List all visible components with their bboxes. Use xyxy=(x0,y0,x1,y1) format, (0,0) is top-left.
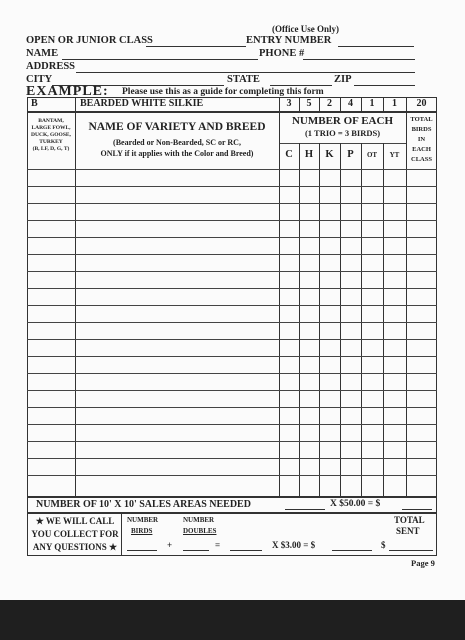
row-line xyxy=(27,424,437,425)
row-line xyxy=(27,475,437,476)
birds-label: BIRDS xyxy=(131,527,153,535)
row-line xyxy=(27,390,437,391)
example-divider xyxy=(75,97,76,112)
example-instruction: Please use this as a guide for completing this form xyxy=(122,87,324,97)
sub-header-ot: OT xyxy=(366,151,378,159)
call-notice-line: ★ WE WILL CALL xyxy=(35,516,115,526)
variety-note-1: (Bearded or Non-Bearded, SC or RC, xyxy=(113,138,241,147)
example-count: 5 xyxy=(306,98,312,109)
total-sent-label-1: TOTAL xyxy=(394,515,425,525)
call-notice-line: ANY QUESTIONS ★ xyxy=(32,542,118,552)
sub-header-h: H xyxy=(304,149,314,160)
address-label: ADDRESS xyxy=(26,61,76,72)
row-line xyxy=(27,339,437,340)
class-field[interactable] xyxy=(146,46,246,47)
row-line xyxy=(27,220,437,221)
address-field[interactable] xyxy=(76,72,415,73)
zip-label: ZIP xyxy=(334,74,352,85)
sales-area-total-field[interactable] xyxy=(402,509,432,510)
footer-divider xyxy=(121,513,122,556)
total-sent-label-2: SENT xyxy=(396,526,420,536)
row-line xyxy=(27,356,437,357)
class-header-line: BANTAM, xyxy=(38,118,64,124)
total-header-line: BIRDS xyxy=(411,126,432,133)
call-notice-line: YOU COLLECT FOR xyxy=(31,529,119,539)
column-divider xyxy=(299,143,300,497)
sales-area-price: X $50.00 = $ xyxy=(330,499,381,509)
total-header-line: EACH xyxy=(412,146,431,153)
total-header xyxy=(406,115,437,165)
call-notice xyxy=(29,515,121,554)
row-line xyxy=(27,288,437,289)
entry-number-label: ENTRY NUMBER xyxy=(246,35,332,46)
row-line xyxy=(27,186,437,187)
class-header-line: DUCK, GOOSE, xyxy=(31,132,71,138)
row-line xyxy=(27,407,437,408)
doubles-field[interactable] xyxy=(183,550,209,551)
name-label: NAME xyxy=(26,48,59,59)
entry-number-field[interactable] xyxy=(338,46,414,47)
sub-header-k: K xyxy=(325,149,334,160)
total-header-line: TOTAL xyxy=(410,116,433,123)
number-note: (1 TRIO = 3 BIRDS) xyxy=(304,128,381,138)
subtotal-field[interactable] xyxy=(230,550,262,551)
plus-sign: + xyxy=(167,540,173,550)
variety-header: NAME OF VARIETY AND BREED xyxy=(88,121,266,133)
state-field[interactable] xyxy=(270,85,332,86)
office-use-label: (Office Use Only) xyxy=(272,24,339,34)
dollar-sign: $ xyxy=(381,540,386,550)
number-label: NUMBER xyxy=(127,516,159,524)
column-divider xyxy=(383,143,384,497)
example-count: 1 xyxy=(369,98,375,109)
rate-label: X $3.00 = $ xyxy=(272,540,316,550)
class-header-line: LARGE FOWL, xyxy=(31,125,71,131)
city-label: CITY xyxy=(26,74,53,85)
class-header-line: (B, LF, D, G, T) xyxy=(32,146,70,152)
total-header-line: CLASS xyxy=(411,156,432,163)
row-line xyxy=(27,441,437,442)
row-line xyxy=(27,271,437,272)
class-label: OPEN OR JUNIOR CLASS xyxy=(26,35,153,46)
phone-field[interactable] xyxy=(303,59,415,60)
scan-border xyxy=(0,600,465,640)
page-number: Page 9 xyxy=(411,558,435,568)
total-header-line: IN xyxy=(417,136,426,143)
number-header: NUMBER OF EACH xyxy=(291,115,394,127)
sales-area-count-field[interactable] xyxy=(285,509,325,510)
row-line xyxy=(27,237,437,238)
class-header-line: TURKEY xyxy=(39,139,63,145)
example-variety: BEARDED WHITE SILKIE xyxy=(80,98,204,109)
row-line xyxy=(27,203,437,204)
fee-field[interactable] xyxy=(332,550,372,551)
example-count: 2 xyxy=(327,98,332,109)
number-label-2: NUMBER xyxy=(183,516,215,524)
example-class-code: B xyxy=(31,98,38,109)
row-line xyxy=(27,458,437,459)
doubles-label: DOUBLES xyxy=(183,527,217,535)
example-count: 1 xyxy=(392,98,397,109)
sub-header-p: P xyxy=(347,149,354,160)
column-divider xyxy=(361,143,362,497)
example-count: 4 xyxy=(348,98,353,109)
row-line xyxy=(27,254,437,255)
total-sent-field[interactable] xyxy=(389,550,433,551)
row-line xyxy=(27,373,437,374)
header-bottom-line xyxy=(27,169,437,170)
state-label: STATE xyxy=(227,74,260,85)
birds-field[interactable] xyxy=(127,550,157,551)
zip-field[interactable] xyxy=(354,85,415,86)
sub-header-c: C xyxy=(285,149,293,160)
example-count: 3 xyxy=(286,98,292,109)
class-header xyxy=(27,118,75,153)
name-field[interactable] xyxy=(62,59,258,60)
row-line xyxy=(27,305,437,306)
example-total: 20 xyxy=(416,98,427,109)
equals-sign: = xyxy=(215,540,221,550)
variety-note-2: ONLY if it applies with the Color and Breed) xyxy=(100,149,254,158)
phone-label: PHONE # xyxy=(259,48,305,59)
sub-header-yt: YT xyxy=(389,151,400,159)
sales-area-label: NUMBER OF 10' X 10' SALES AREAS NEEDED xyxy=(36,499,251,510)
column-divider xyxy=(319,143,320,497)
example-heading: EXAMPLE: xyxy=(26,84,109,99)
row-line xyxy=(27,322,437,323)
column-divider xyxy=(340,143,341,497)
